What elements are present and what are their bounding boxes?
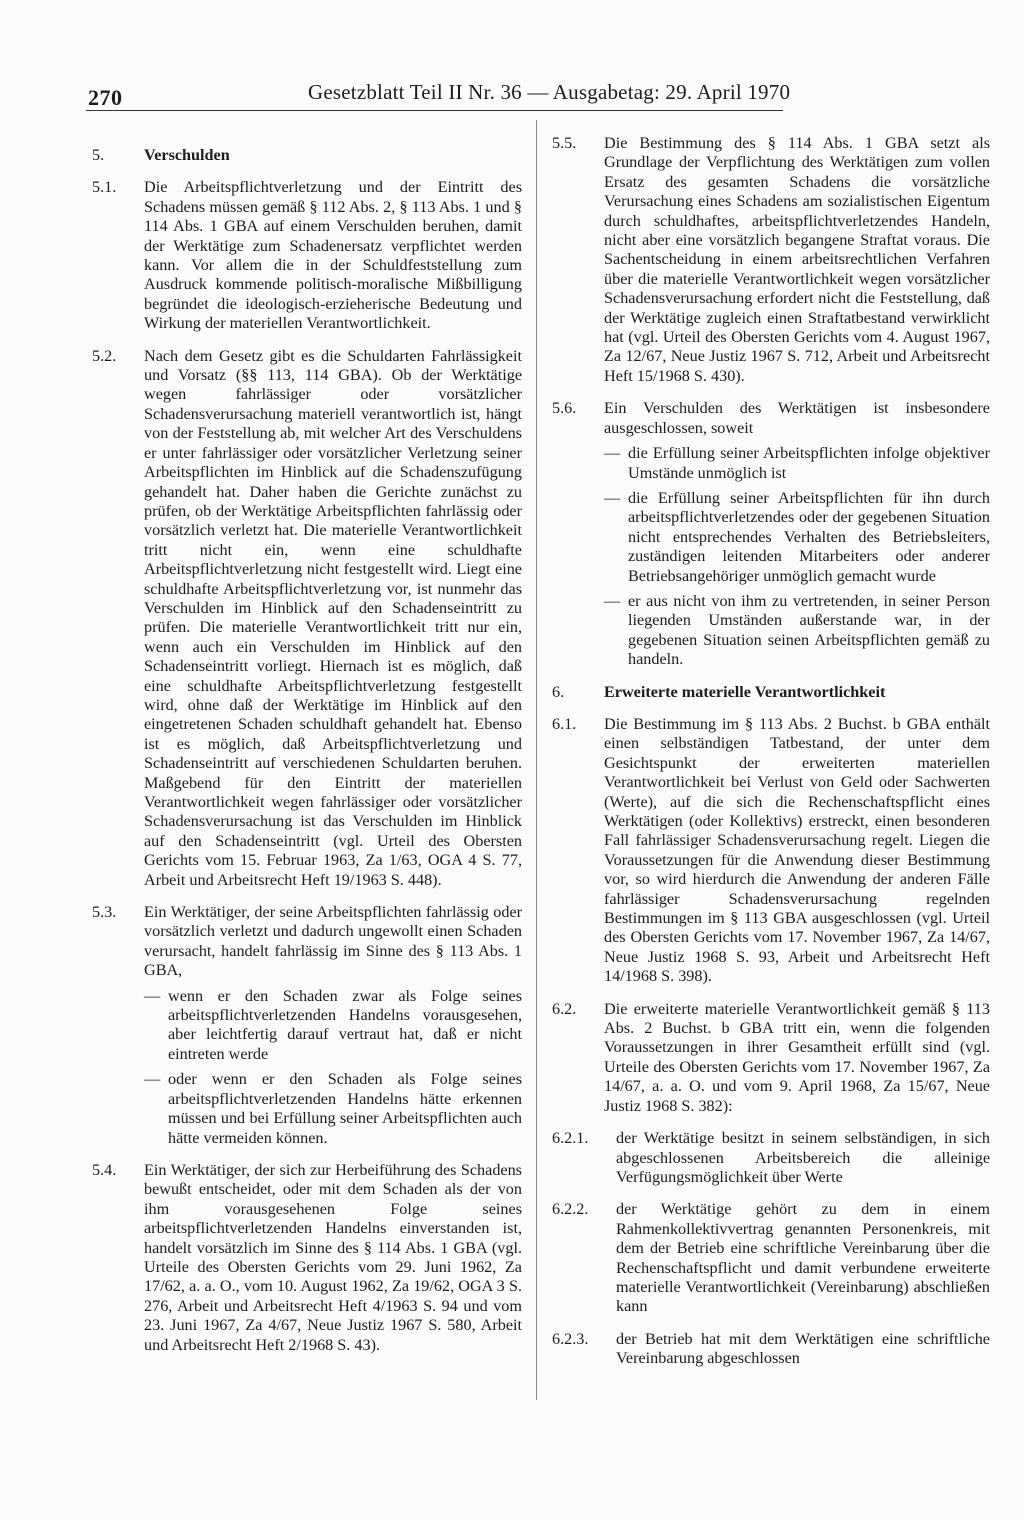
paragraph-number: 6.2.1. [552, 1129, 589, 1148]
paragraph [552, 399, 990, 669]
section-heading [552, 683, 990, 702]
dash-bullet: — [604, 488, 621, 507]
paragraph-text: Nach dem Gesetz gibt es die Schuldarten Fahrlässigkeit und Vorsatz (§§ 113, 114 GBA). Ob der Werktätige wegen fahrlässiger oder vorsätzlicher Schadensverursachung materiell verantwortlich ist, hängt von der Feststellung ab, mit welcher Art des Verschuldens er unter fahrlässiger oder vorsätzlicher Verletzung seiner Arbeitspflichten im Hinblick auf die Schadenszufügung gehandelt hat. Daher haben die Gerichte zunächst zu prüfen, ob der Werktätige Arbeitspflichten fahrlässig oder vorsätzlich verletzt hat. Die materielle Verantwortlichkeit tritt nicht ein, wenn eine schuldhafte Arbeitspflichtverletzung nicht festgestellt wird. Liegt eine schuldhafte Arbeitspflichtverletzung vor, ist nunmehr das Verschulden im Hinblick auf den Schadenseintritt zu prüfen. Die materielle Verantwortlichkeit tritt nur ein, wenn auch ein Verschulden im Hinblick auf den Schadenseintritt vorliegt. Hiernach ist es möglich, daß eine schuldhafte Arbeitspflichtverletzung festgestellt wird, ohne daß der Werktätige im Hinblick auf den eingetretenen Schaden schuldhaft gehandelt hat. Ebenso ist es möglich, daß Arbeitspflichtverletzung und Schadenseintritt auf verschiedenen Schuldarten beruhen. Maßgebend für den Eintritt der materiellen Verantwortlichkeit wegen fahrlässiger oder vorsätzlicher Schadensverursachung ist das Verschulden im Hinblick auf den Schadenseintritt (vgl. Urteil des Obersten Gerichts vom 15. Februar 1963, Za 1/63, OGA 4 S. 77, Arbeit und Arbeitsrecht Heft 19/1963 S. 448). [144, 346, 522, 889]
list-item-text: er aus nicht von ihm zu vertretenden, in seiner Person liegenden Umständen außerstande war, in der gegebenen Situation seinen Arbeitspflichten gemäß zu handeln. [628, 591, 990, 669]
paragraph [552, 1000, 990, 1116]
paragraph-number: 6.2.2. [552, 1200, 589, 1219]
running-header: Gesetzblatt Teil II Nr. 36 — Ausgabetag: 29. April 1970 [308, 80, 791, 104]
paragraph-text: Die Bestimmung im § 113 Abs. 2 Buchst. b GBA enthält einen selbständigen Tatbestand, der unter dem Gesichtspunkt der erweiterten materiellen Verantwortlichkeit bei Verlust von Geld oder Sachwerten (Werte), auf die sich die Rechenschaftspflicht eines Werktätigen (oder Kollektivs) erstreckt, einen besonderen Fall fahrlässiger Schadensverursachung regelt. Liegen die Voraussetzungen für die Anwendung dieser Bestimmung vor, so wird hierdurch die Anwendung der anderen Fälle fahrlässiger Schadensverursachung regelnden Bestimmungen im § 113 GBA ausgeschlossen (vgl. Urteil des Obersten Gerichts vom 17. November 1967, Za 14/67, Neue Justiz 1968 S. 93, Arbeit und Arbeitsrecht Heft 14/1968 S. 398). [604, 714, 990, 986]
subparagraph [552, 1330, 990, 1369]
paragraph-number: 5.2. [92, 346, 117, 365]
paragraph-text: Ein Verschulden des Werktätigen ist insbesondere ausgeschlossen, soweit [604, 399, 990, 437]
dash-bullet: — [144, 1070, 161, 1089]
subparagraph [552, 1200, 990, 1316]
paragraph-text: der Werktätige besitzt in seinem selbständigen, in sich abgeschlossenen Arbeitsbereich die alleinige Verfügungsmöglichkeit über Werte [616, 1129, 990, 1186]
section-number: 5. [92, 146, 105, 164]
header-rule [86, 110, 783, 111]
paragraph-number: 5.3. [92, 903, 117, 922]
paragraph-text: Ein Werktätiger, der seine Arbeitspflichten fahrlässig oder vorsätzlich verletzt und dadurch ungewollt einen Schaden verursacht, handelt fahrlässig im Sinne des § 113 Abs. 1 GBA, [144, 903, 522, 980]
list-item [144, 1070, 522, 1148]
paragraph [92, 178, 522, 333]
dash-bullet: — [604, 444, 621, 463]
list-item-text: wenn er den Schaden zwar als Folge seines arbeitspflichtverletzenden Handelns vorausgesehen, aber leichtfertig darauf vertraut hat, daß er nicht eintreten werde [168, 986, 522, 1063]
list-item [604, 592, 990, 670]
paragraph-text: Ein Werktätiger, der sich zur Herbeiführung des Schadens bewußt entscheidet, oder mit dem Schaden als der von ihm vorausgesehenen Folge seines arbeitspflichtverletzenden Handelns einverstanden ist, handelt vorsätzlich im Sinne des § 114 Abs. 1 GBA (vgl. Urteile des Obersten Gerichts vom 29. Juni 1962, Za 17/62, a. a. O., vom 10. August 1962, Za 19/62, OGA 3 S. 276, Arbeit und Arbeitsrecht Heft 4/1963 S. 94 und vom 23. Juni 1967, Za 4/67, Neue Justiz 1967 S. 580, Arbeit und Arbeitsrecht Heft 2/1968 S. 43). [144, 1160, 522, 1354]
paragraph-text: der Werktätige gehört zu dem in einem Rahmenkollektivvertrag genannten Personenkreis, mit dem der Betrieb eine schriftliche Vereinbarung über die Rechenschaftspflicht und damit verbundene erweiterte materielle Verantwortlichkeit (Vereinbarung) abschließen kann [616, 1200, 990, 1316]
page-number: 270 [88, 85, 123, 110]
paragraph-text: Die Bestimmung des § 114 Abs. 1 GBA setzt als Grundlage der Verpflichtung des Werktätigen zum vollen Ersatz des gesamten Schadens die vorsätzliche Verursachung eines Schadens am sozialistischen Eigentum durch schuldhaftes, arbeitspflichtverletzendes Handeln, nicht aber eine vorsätzlich begangene Straftat voraus. Die Sachentscheidung in einem arbeitsrechtlichen Verfahren über die materielle Verantwortlichkeit wegen vorsätzlicher Schadensverursachung erfordert nicht die Feststellung, daß der Werktätige zugleich einen Straftatbestand verwirklicht hat (vgl. Urteil des Obersten Gerichts vom 4. August 1967, Za 12/67, Neue Justiz 1967 S. 712, Arbeit und Arbeitsrecht Heft 15/1968 S. 430). [604, 134, 990, 385]
section-title: Erweiterte materielle Verantwortlichkeit [604, 682, 886, 701]
paragraph [92, 903, 522, 1148]
subparagraph [552, 1129, 990, 1187]
dash-bullet: — [604, 591, 621, 610]
list-item [604, 444, 990, 483]
list-item-text: die Erfüllung seiner Arbeitspflichten infolge objektiver Umstände unmöglich ist [628, 444, 990, 482]
section-heading [92, 146, 522, 165]
list-item [144, 987, 522, 1065]
paragraph-number: 5.5. [552, 134, 577, 152]
left-column [92, 146, 522, 1368]
paragraph-number: 6.2.3. [552, 1329, 589, 1348]
paragraph [552, 134, 990, 386]
paragraph-text: der Betrieb hat mit dem Werktätigen eine schriftliche Vereinbarung abgeschlossen [616, 1329, 990, 1368]
paragraph [92, 347, 522, 890]
paragraph-text: Die Arbeitspflichtverletzung und der Eintritt des Schadens müssen gemäß § 112 Abs. 2, § 113 Abs. 1 und § 114 Abs. 1 GBA auf einem Verschulden beruhen, damit der Werktätige zum Schadenersatz verpflichtet werden kann. Vor allem die in der Schuldfeststellung zum Ausdruck kommende politisch-moralische Mißbilligung begründet die ideologisch-erzieherische Bedeutung und Wirkung der materiellen Verantwortlichkeit. [144, 178, 522, 333]
column-divider [536, 120, 537, 1400]
paragraph [92, 1161, 522, 1355]
paragraph [552, 715, 990, 987]
paragraph-number: 6.2. [552, 999, 577, 1018]
list-item-text: die Erfüllung seiner Arbeitspflichten für ihn durch arbeitspflichtverletzendes oder der gegebenen Situation nicht entsprechendes Verhalten des Betriebsleiters, zuständigen leitenden Mitarbeiters oder anderer Betriebsangehöriger unmöglich gemacht wurde [628, 488, 990, 585]
dash-bullet: — [144, 986, 161, 1005]
list-item-text: oder wenn er den Schaden als Folge seines arbeitspflichtverletzenden Handelns hätte erkennen müssen und bei Erfüllung seiner Arbeitspflichten auch hätte vermeiden können. [168, 1070, 522, 1147]
right-column [552, 134, 990, 1382]
paragraph-number: 5.4. [92, 1160, 117, 1179]
paragraph-number: 6.1. [552, 714, 577, 733]
paragraph-text: Die erweiterte materielle Verantwortlichkeit gemäß § 113 Abs. 2 Buchst. b GBA tritt ein, wenn die folgenden Voraussetzungen in ihrer Gesamtheit erfüllt sind (vgl. Urteile des Obersten Gerichts vom 17. November 1967, Za 14/67, a. a. O. und vom 9. April 1968, Za 15/67, Neue Justiz 1968 S. 382): [604, 999, 990, 1115]
section-number: 6. [552, 682, 565, 701]
paragraph-number: 5.1. [92, 178, 117, 197]
list-item [604, 489, 990, 586]
paragraph-number: 5.6. [552, 399, 577, 418]
section-title: Verschulden [144, 146, 230, 164]
